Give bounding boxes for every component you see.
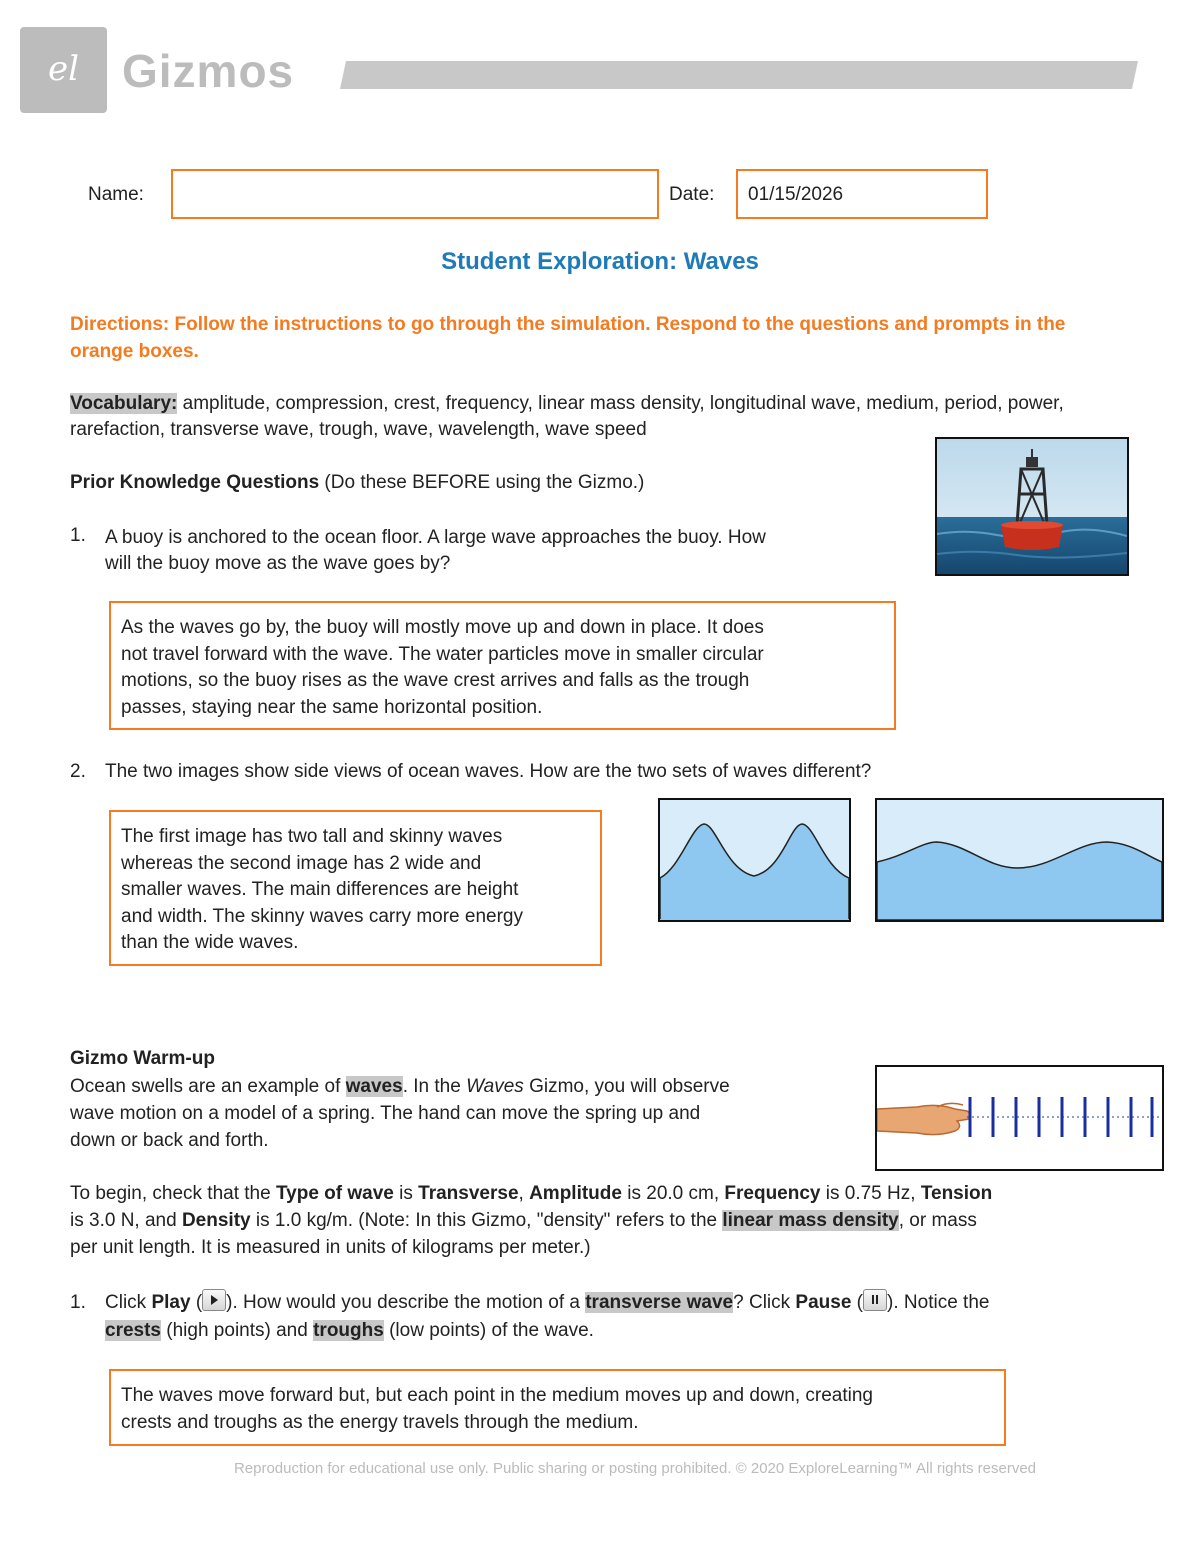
answer-line: whereas the second image has 2 wide and xyxy=(121,852,482,874)
text: down or back and forth. xyxy=(70,1130,269,1151)
warmup-paragraph-2 xyxy=(70,1180,1140,1261)
question-1 xyxy=(105,525,766,577)
logo-mark: el xyxy=(48,49,79,89)
text: wave motion on a model of a spring. The hand can move the spring up and xyxy=(70,1103,701,1124)
prior-knowledge xyxy=(70,472,644,494)
pause-label: Pause xyxy=(795,1292,852,1313)
gizmo-name: Waves xyxy=(466,1076,524,1097)
prior-heading: Prior Knowledge Questions xyxy=(70,472,320,493)
question-number: 1. xyxy=(70,1292,86,1313)
answer-line: motions, so the buoy rises as the wave crest arrives and falls as the trough xyxy=(121,670,750,691)
text: , xyxy=(518,1183,530,1204)
answer-line: and width. The skinny waves carry more energy xyxy=(121,905,523,927)
text: Ocean swells are an example of xyxy=(70,1076,346,1097)
text: ( xyxy=(851,1292,864,1313)
play-label: Play xyxy=(151,1292,191,1313)
answer-box-1[interactable] xyxy=(109,601,896,730)
text: Gizmo, you will observe xyxy=(523,1076,730,1097)
directions: Directions: Follow the instructions to go through the simulation. Respond to the questions and prompts in the orange boxes. xyxy=(70,314,1066,362)
answer-line: The waves move forward but, but each point in the medium moves up and down, creating xyxy=(121,1385,873,1406)
wide-waves-image xyxy=(875,798,1164,922)
frequency: Frequency xyxy=(724,1183,821,1204)
type-of-wave: Type of wave xyxy=(275,1183,394,1204)
header-bar xyxy=(340,61,1138,89)
question-1-line: will the buoy move as the wave goes by? xyxy=(105,553,451,574)
tension: Tension xyxy=(920,1183,993,1204)
text: ). How would you describe the motion of a xyxy=(226,1292,586,1313)
spring-hand-image xyxy=(875,1065,1164,1171)
term-crests: crests xyxy=(105,1320,161,1341)
buoy-image xyxy=(935,437,1129,576)
density: Density xyxy=(181,1210,251,1231)
term-troughs: troughs xyxy=(313,1320,384,1341)
answer-line: passes, staying near the same horizontal position. xyxy=(121,696,543,718)
warmup-heading: Gizmo Warm-up xyxy=(70,1048,215,1069)
text: is 3.0 N, and xyxy=(70,1210,182,1231)
gizmos-brand: Gizmos xyxy=(122,45,295,97)
text: Click xyxy=(105,1292,152,1313)
amplitude: Amplitude xyxy=(529,1183,622,1204)
answer-box-2[interactable] xyxy=(109,810,602,966)
answer-line: crests and troughs as the energy travels through the medium. xyxy=(121,1411,639,1433)
question-2: The two images show side views of ocean waves. How are the two sets of waves different? xyxy=(105,761,872,782)
text: is 1.0 kg/m. (Note: In this Gizmo, "density" refers to the xyxy=(250,1210,723,1231)
question-1-line: A buoy is anchored to the ocean floor. A large wave approaches the buoy. How xyxy=(105,527,766,548)
text: ( xyxy=(190,1292,203,1313)
term-transverse-wave: transverse wave xyxy=(585,1292,734,1313)
text: per unit length. It is measured in units of kilograms per meter.) xyxy=(70,1237,591,1258)
answer-box-3[interactable] xyxy=(109,1369,1006,1446)
question-number: 2. xyxy=(70,761,86,782)
text: To begin, check that the xyxy=(70,1183,276,1204)
name-label: Name: xyxy=(88,184,144,205)
term-waves: waves xyxy=(345,1076,403,1097)
pause-button-icon xyxy=(863,1289,887,1311)
vocabulary-label: Vocabulary: xyxy=(70,393,178,414)
text: is 20.0 cm, xyxy=(621,1183,725,1204)
answer-line: not travel forward with the wave. The water particles move in smaller circular xyxy=(121,643,764,665)
explorelearning-logo xyxy=(20,27,107,113)
answer-line: smaller waves. The main differences are height xyxy=(121,879,519,900)
text: (high points) and xyxy=(161,1320,314,1341)
answer-line: The first image has two tall and skinny waves xyxy=(121,826,503,847)
warmup-question-1 xyxy=(105,1289,1145,1345)
prior-note: (Do these BEFORE using the Gizmo.) xyxy=(319,472,645,493)
text: . In the xyxy=(402,1076,467,1097)
term-linear-mass-density: linear mass density xyxy=(722,1210,899,1231)
warmup-paragraph-1 xyxy=(70,1073,730,1154)
question-number: 1. xyxy=(70,525,86,546)
transverse: Transverse xyxy=(418,1183,519,1204)
text: is xyxy=(393,1183,419,1204)
text: (low points) of the wave. xyxy=(383,1320,594,1341)
footer-copyright: Reproduction for educational use only. Public sharing or posting prohibited. © 2020 ExploreLearning™ All rights reserved xyxy=(233,1460,1037,1477)
text: ? Click xyxy=(733,1292,796,1313)
date-label: Date: xyxy=(669,184,715,205)
play-button-icon xyxy=(202,1289,226,1311)
date-field[interactable]: 01/15/2026 xyxy=(736,169,988,219)
answer-line: than the wide waves. xyxy=(121,932,299,953)
name-field[interactable] xyxy=(171,169,659,219)
text: ). Notice the xyxy=(887,1292,990,1313)
text: is 0.75 Hz, xyxy=(820,1183,921,1204)
answer-line: As the waves go by, the buoy will mostly move up and down in place. It does xyxy=(121,617,764,638)
vocabulary-terms: amplitude, compression, crest, frequency, linear mass density, longitudinal wave, medium, period, power, rarefaction, transverse wave, trough, wave, wavelength, wave speed xyxy=(70,393,1064,440)
tall-waves-image xyxy=(658,798,851,922)
vocabulary xyxy=(70,391,1140,443)
text: , or mass xyxy=(898,1210,977,1231)
page-title: Student Exploration: Waves xyxy=(441,248,759,275)
